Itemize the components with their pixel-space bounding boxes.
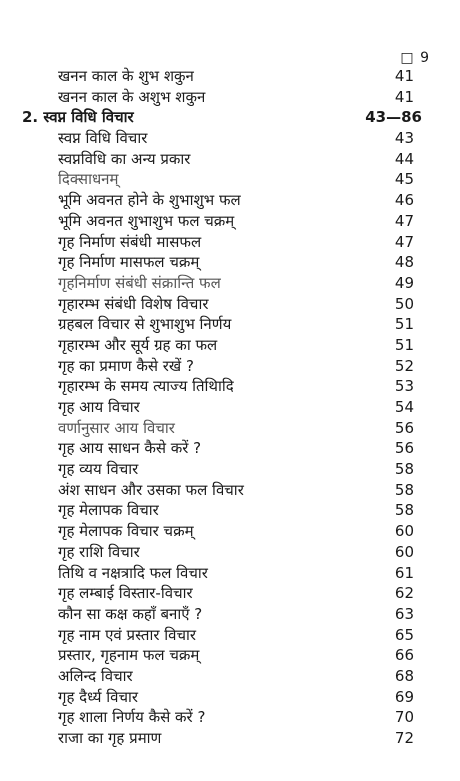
toc-entry-page: 56: [394, 418, 414, 437]
toc-entry: [0, 149, 460, 170]
toc-entry-page: 58: [394, 480, 414, 499]
toc-entry-page: 45: [394, 170, 414, 189]
toc-entry-title: गृहनिर्माण संबंधी संक्रान्ति फल: [58, 273, 221, 292]
toc-entry-title: कौन सा कक्ष कहाँ बनाएँ ?: [58, 604, 203, 623]
toc-entry-page: 58: [394, 460, 414, 479]
toc-entry-title: 2. स्वप्न विधि विचार: [22, 108, 134, 127]
toc-entry-page: 66: [394, 646, 414, 665]
toc-entry: [0, 397, 460, 418]
toc-entry-title: गृह का प्रमाण कैसे रखें ?: [58, 356, 194, 375]
toc-entry-page: 49: [394, 273, 414, 292]
toc-entry-title: गृह नाम एवं प्रस्तार विचार: [58, 625, 197, 644]
toc-entry-title: दिक्साधनम्: [58, 170, 119, 189]
toc-entry: [0, 438, 460, 459]
toc-entry-title: गृह आय विचार: [58, 398, 140, 416]
toc-entry-title: राजा का गृह प्रमाण: [58, 729, 162, 747]
toc-entry-title: गृह व्यय विचार: [58, 460, 139, 479]
toc-entry-title: गृह मेलापक विचार चक्रम्: [58, 522, 194, 541]
toc-entry-page: 43: [394, 129, 414, 148]
toc-entry-page: 47: [394, 211, 414, 230]
toc-entry-page: 54: [394, 398, 414, 416]
toc-entry-page: 41: [394, 67, 414, 85]
toc-entry-title: स्वप्नविधि का अन्य प्रकार: [58, 149, 191, 168]
toc-entry-page: 60: [394, 542, 414, 561]
toc-entry-page: 58: [394, 501, 414, 520]
toc-entry-title: अलिन्द विचार: [58, 666, 133, 685]
toc-entry: [0, 542, 460, 563]
toc-entry: [0, 169, 460, 190]
toc-entry-page: 63: [394, 604, 414, 623]
toc-entry-title: गृह आय साधन कैसे करें ?: [58, 439, 202, 458]
toc-entry-title: वर्णानुसार आय विचार: [58, 418, 175, 437]
toc-entry-page: 60: [394, 522, 414, 541]
toc-entry-page: 43—86: [365, 108, 422, 127]
toc-entry-page: 70: [394, 708, 414, 727]
toc-entry-title: गृहारम्भ संबंधी विशेष विचार: [58, 294, 209, 313]
toc-entry-page: 50: [394, 294, 414, 313]
toc-entry: [0, 625, 460, 646]
toc-entry-page: 62: [394, 584, 414, 603]
toc-entry-title: अंश साधन और उसका फल विचार: [58, 480, 244, 499]
toc-entry: [0, 480, 460, 501]
toc-entry-page: 53: [394, 377, 414, 396]
toc-entry-title: गृह निर्माण मासफल चक्रम्: [58, 253, 200, 272]
toc-entry-page: 41: [394, 87, 414, 106]
toc-entry: [0, 294, 460, 315]
toc-entry: [0, 583, 460, 604]
toc-entry: [0, 707, 460, 728]
toc-entry-page: 51: [394, 315, 414, 334]
toc-entry: [0, 252, 460, 273]
table-of-contents: [0, 66, 460, 749]
toc-entry: [0, 356, 460, 377]
toc-entry: [0, 604, 460, 625]
toc-entry-title: गृह राशि विचार: [58, 542, 140, 561]
toc-entry: [0, 563, 460, 584]
toc-section-heading: [0, 107, 460, 128]
toc-entry: [0, 314, 460, 335]
toc-entry-page: 68: [394, 666, 414, 685]
toc-entry-page: 46: [394, 191, 414, 210]
toc-entry: [0, 459, 460, 480]
toc-entry-page: 48: [394, 253, 414, 272]
toc-entry-title: भूमि अवनत होने के शुभाशुभ फल: [58, 191, 241, 210]
toc-entry-title: भूमि अवनत शुभाशुभ फल चक्रम्: [58, 211, 235, 230]
toc-entry: [0, 66, 460, 87]
toc-entry: [0, 335, 460, 356]
toc-entry: [0, 376, 460, 397]
toc-entry-title: खनन काल के अशुभ शकुन: [58, 87, 206, 106]
toc-entry-title: गृह मेलापक विचार: [58, 501, 159, 520]
toc-entry-title: स्वप्न विधि विचार: [58, 129, 148, 148]
toc-entry: [0, 728, 460, 749]
toc-entry-page: 72: [394, 729, 414, 747]
toc-entry-title: खनन काल के शुभ शकुन: [58, 67, 194, 85]
toc-entry: [0, 273, 460, 294]
toc-entry: [0, 418, 460, 439]
toc-entry-page: 44: [394, 149, 414, 168]
toc-entry-page: 51: [394, 335, 414, 354]
toc-entry-title: गृहारम्भ और सूर्य ग्रह का फल: [58, 335, 218, 354]
toc-entry: [0, 128, 460, 149]
toc-entry-page: 56: [394, 439, 414, 458]
toc-entry: [0, 232, 460, 253]
toc-entry-title: गृह शाला निर्णय कैसे करें ?: [58, 708, 206, 727]
toc-entry: [0, 666, 460, 687]
toc-entry: [0, 687, 460, 708]
toc-entry: [0, 645, 460, 666]
page-number: □ 9: [400, 50, 430, 66]
toc-entry-page: 47: [394, 232, 414, 251]
toc-entry: [0, 87, 460, 108]
toc-entry-title: प्रस्तार, गृहनाम फल चक्रम्: [58, 646, 200, 665]
toc-entry-page: 52: [394, 356, 414, 375]
toc-entry-title: ग्रहबल विचार से शुभाशुभ निर्णय: [58, 315, 232, 334]
toc-entry-title: गृह दैर्ध्य विचार: [58, 687, 139, 706]
toc-entry-title: गृह लम्बाई विस्तार-विचार: [58, 584, 193, 603]
toc-entry-title: तिथि व नक्षत्रादि फल विचार: [58, 563, 208, 582]
toc-entry: [0, 521, 460, 542]
toc-entry: [0, 500, 460, 521]
toc-entry-page: 69: [394, 687, 414, 706]
toc-entry-page: 65: [394, 625, 414, 644]
toc-entry: [0, 190, 460, 211]
toc-entry-page: 61: [394, 563, 414, 582]
toc-entry-title: गृह निर्माण संबंधी मासफल: [58, 232, 202, 251]
toc-entry-title: गृहारम्भ के समय त्याज्य तिथिादि: [58, 377, 234, 396]
toc-entry: [0, 211, 460, 232]
